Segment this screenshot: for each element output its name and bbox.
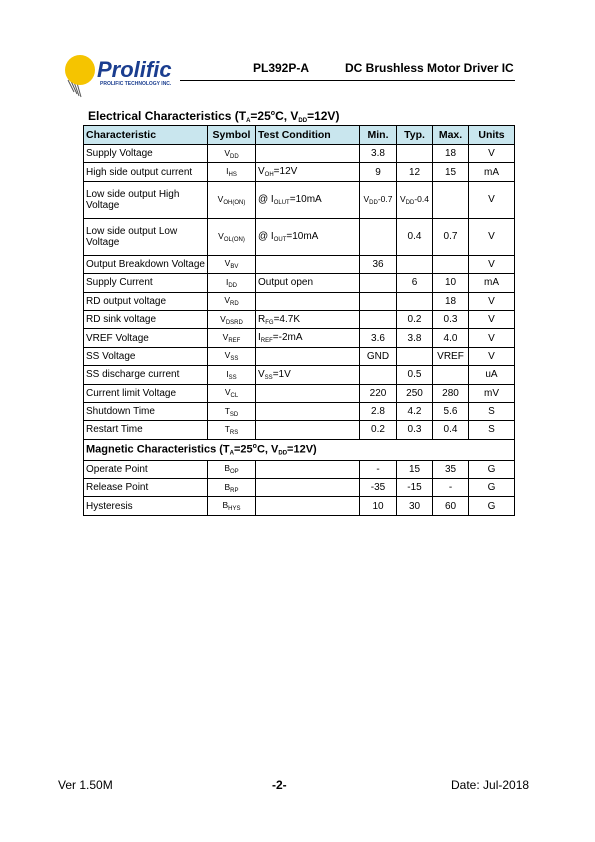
table-row — [84, 218, 515, 255]
max-value: VREF — [433, 347, 469, 365]
symbol: $B_{OP}$ — [208, 460, 256, 478]
unit: V — [469, 292, 515, 310]
typ-value — [397, 255, 433, 273]
table-row — [84, 460, 515, 478]
characteristic-name: Supply Current — [84, 274, 208, 292]
max-value: 0.4 — [433, 421, 469, 439]
characteristic-name: Output Breakdown Voltage — [84, 255, 208, 273]
unit: V — [469, 329, 515, 347]
unit: mA — [469, 163, 515, 181]
typ-value: 0.3 — [397, 421, 433, 439]
min-value — [360, 274, 397, 292]
symbol: $T_{RS}$ — [208, 421, 256, 439]
test-condition: $R_{FG}=4.7K$ — [256, 310, 360, 328]
min-value: 3.8 — [360, 145, 397, 163]
table-row — [84, 366, 515, 384]
test-condition: @ $I_{OUT}=10mA$ — [256, 218, 360, 255]
table-row — [84, 163, 515, 181]
table-row — [84, 255, 515, 273]
min-value: GND — [360, 347, 397, 365]
table-row — [84, 497, 515, 515]
table-row — [84, 479, 515, 497]
unit: V — [469, 218, 515, 255]
header-characteristic: Characteristic — [84, 126, 208, 145]
test-condition: $I_{REF}=-2mA$ — [256, 329, 360, 347]
test-condition: $V_{SS}=1V$ — [256, 366, 360, 384]
min-value: 3.6 — [360, 329, 397, 347]
min-value — [360, 292, 397, 310]
symbol: $V_{BV}$ — [208, 255, 256, 273]
typ-value: 6 — [397, 274, 433, 292]
min-value: 2.8 — [360, 402, 397, 420]
unit: G — [469, 497, 515, 515]
test-condition — [256, 402, 360, 420]
test-condition — [256, 497, 360, 515]
table-header-row — [84, 126, 515, 145]
symbol: $T_{SD}$ — [208, 402, 256, 420]
min-value: -35 — [360, 479, 397, 497]
electrical-section-title: Electrical Characteristics ($T_A=25^oC$, $V_{DD}=12V$) — [88, 109, 340, 124]
header-min: Min. — [360, 126, 397, 145]
symbol: $V_{OH(ON)}$ — [208, 181, 256, 218]
header-test-condition: Test Condition — [256, 126, 360, 145]
symbol: $V_{DD}$ — [208, 145, 256, 163]
symbol: $B_{RP}$ — [208, 479, 256, 497]
characteristic-name: Restart Time — [84, 421, 208, 439]
table-row — [84, 310, 515, 328]
typ-value: $V_{DD}-0.4$ — [397, 181, 433, 218]
test-condition — [256, 347, 360, 365]
max-value: 35 — [433, 460, 469, 478]
max-value: 60 — [433, 497, 469, 515]
characteristic-name: Low side output High Voltage — [84, 181, 208, 218]
table-row — [84, 274, 515, 292]
logo-yellow-disc — [65, 55, 95, 85]
symbol: $B_{HYS}$ — [208, 497, 256, 515]
header-max: Max. — [433, 126, 469, 145]
min-value: 9 — [360, 163, 397, 181]
characteristic-name: Hysteresis — [84, 497, 208, 515]
unit: S — [469, 421, 515, 439]
table-row — [84, 384, 515, 402]
typ-value: 250 — [397, 384, 433, 402]
logo-wordmark: Prolific — [97, 57, 172, 82]
symbol: $V_{REF}$ — [208, 329, 256, 347]
test-condition — [256, 421, 360, 439]
max-value — [433, 181, 469, 218]
characteristic-name: Supply Voltage — [84, 145, 208, 163]
characteristic-name: SS discharge current — [84, 366, 208, 384]
max-value — [433, 366, 469, 384]
max-value: 4.0 — [433, 329, 469, 347]
symbol: $I_{HS}$ — [208, 163, 256, 181]
unit: G — [469, 479, 515, 497]
test-condition — [256, 384, 360, 402]
min-value: 36 — [360, 255, 397, 273]
table-row — [84, 347, 515, 365]
logo-subtext: PROLIFIC TECHNOLOGY INC. — [100, 81, 172, 87]
unit: V — [469, 255, 515, 273]
characteristics-table — [83, 125, 515, 516]
characteristic-name: VREF Voltage — [84, 329, 208, 347]
characteristic-name: Low side output Low Voltage — [84, 218, 208, 255]
symbol: $V_{SS}$ — [208, 347, 256, 365]
unit: V — [469, 347, 515, 365]
characteristic-name: Release Point — [84, 479, 208, 497]
max-value: - — [433, 479, 469, 497]
unit: V — [469, 181, 515, 218]
characteristic-name: RD output voltage — [84, 292, 208, 310]
test-condition — [256, 479, 360, 497]
typ-value: -15 — [397, 479, 433, 497]
max-value: 280 — [433, 384, 469, 402]
header-symbol: Symbol — [208, 126, 256, 145]
max-value: 18 — [433, 145, 469, 163]
min-value — [360, 310, 397, 328]
symbol: $V_{DSRD}$ — [208, 310, 256, 328]
min-value: - — [360, 460, 397, 478]
min-value: $V_{DD}-0.7$ — [360, 181, 397, 218]
test-condition — [256, 460, 360, 478]
unit: mA — [469, 274, 515, 292]
characteristic-name: RD sink voltage — [84, 310, 208, 328]
min-value: 220 — [360, 384, 397, 402]
table-row — [84, 181, 515, 218]
typ-value: 4.2 — [397, 402, 433, 420]
document-subject: DC Brushless Motor Driver IC — [345, 61, 514, 75]
prolific-logo — [64, 52, 180, 100]
unit: mV — [469, 384, 515, 402]
table-row — [84, 145, 515, 163]
symbol: $V_{RD}$ — [208, 292, 256, 310]
test-condition — [256, 292, 360, 310]
unit: S — [469, 402, 515, 420]
magnetic-section-row — [84, 439, 515, 460]
max-value — [433, 255, 469, 273]
footer-version: Ver 1.50M — [58, 778, 113, 792]
typ-value — [397, 292, 433, 310]
typ-value: 30 — [397, 497, 433, 515]
typ-value — [397, 347, 433, 365]
max-value: 10 — [433, 274, 469, 292]
test-condition — [256, 255, 360, 273]
table-row — [84, 402, 515, 420]
unit: uA — [469, 366, 515, 384]
typ-value: 12 — [397, 163, 433, 181]
characteristic-name: Operate Point — [84, 460, 208, 478]
header-rule — [180, 80, 515, 81]
test-condition: Output open — [256, 274, 360, 292]
max-value: 18 — [433, 292, 469, 310]
test-condition: @ $I_{OLUT}=10mA$ — [256, 181, 360, 218]
header-typ: Typ. — [397, 126, 433, 145]
max-value: 15 — [433, 163, 469, 181]
test-condition — [256, 145, 360, 163]
characteristic-name: SS Voltage — [84, 347, 208, 365]
table-row — [84, 421, 515, 439]
min-value: 10 — [360, 497, 397, 515]
magnetic-section-title: Magnetic Characteristics ($T_A=25^oC$, $V_{DD}=12V$) — [84, 439, 515, 460]
typ-value: 0.4 — [397, 218, 433, 255]
typ-value: 0.2 — [397, 310, 433, 328]
max-value: 0.7 — [433, 218, 469, 255]
header-units: Units — [469, 126, 515, 145]
symbol: $I_{DD}$ — [208, 274, 256, 292]
footer-page-number: -2- — [272, 778, 287, 792]
table-row — [84, 329, 515, 347]
unit: G — [469, 460, 515, 478]
table-row — [84, 292, 515, 310]
footer-date: Date: Jul-2018 — [451, 778, 530, 792]
characteristic-name: Shutdown Time — [84, 402, 208, 420]
typ-value: 15 — [397, 460, 433, 478]
min-value — [360, 218, 397, 255]
unit: V — [469, 145, 515, 163]
max-value: 5.6 — [433, 402, 469, 420]
typ-value — [397, 145, 433, 163]
min-value — [360, 366, 397, 384]
unit: V — [469, 310, 515, 328]
symbol: $V_{OL(ON)}$ — [208, 218, 256, 255]
symbol: $I_{SS}$ — [208, 366, 256, 384]
part-number: PL392P-A — [253, 61, 310, 75]
characteristic-name: Current limit Voltage — [84, 384, 208, 402]
typ-value: 3.8 — [397, 329, 433, 347]
characteristic-name: High side output current — [84, 163, 208, 181]
max-value: 0.3 — [433, 310, 469, 328]
min-value: 0.2 — [360, 421, 397, 439]
typ-value: 0.5 — [397, 366, 433, 384]
test-condition: $V_{OH}=12V$ — [256, 163, 360, 181]
symbol: $V_{CL}$ — [208, 384, 256, 402]
